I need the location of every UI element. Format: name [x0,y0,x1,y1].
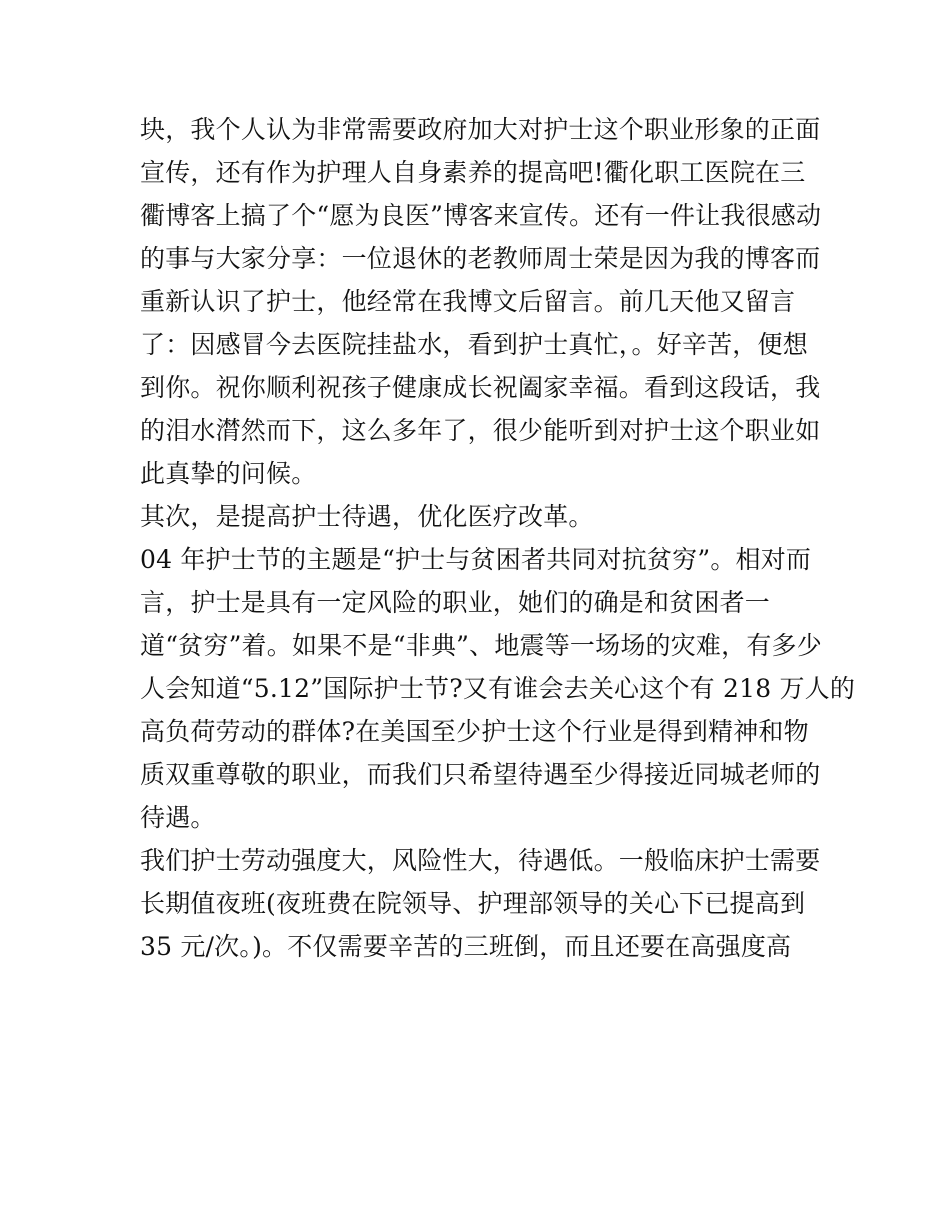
text-line: 重新认识了护士，他经常在我博文后留言。前几天他又留言 [140,287,796,316]
text-line: 我们护士劳动强度大，风险性大，待遇低。一般临床护士需要 [140,846,821,875]
text-line: 衢博客上搞了个“愿为良医”博客来宣传。还有一件让我很感动 [140,201,822,230]
text-line: 到你。祝你顺利祝孩子健康成长祝阖家幸福。看到这段话，我 [140,373,821,402]
text-line: 长期值夜班(夜班费在院领导、护理部领导的关心下已提高到 [140,889,806,918]
document-body [140,108,856,968]
text-line: 言，护士是具有一定风险的职业，她们的确是和贫困者一 [140,588,771,617]
text-line: 宣传，还有作为护理人自身素养的提高吧!衢化职工医院在三 [140,158,806,187]
text-line: 此真挚的问候。 [140,459,317,488]
text-line: 的事与大家分享：一位退休的老教师周士荣是因为我的博客而 [140,244,821,273]
text-line: 04 年护士节的主题是“护士与贫困者共同对抗贫穷”。相对而 [140,545,812,574]
text-line: 其次，是提高护士待遇，优化医疗改革。 [140,502,594,531]
text-line: 35 元/次。)。不仅需要辛苦的三班倒，而且还要在高强度高 [140,932,792,961]
text-line: 的泪水潸然而下，这么多年了，很少能听到对护士这个职业如 [140,416,821,445]
text-line: 人会知道“5.12”国际护士节?又有谁会去关心这个有 218 万人的 [140,674,856,703]
text-line: 高负荷劳动的群体?在美国至少护士这个行业是得到精神和物 [140,717,809,746]
text-line: 块，我个人认为非常需要政府加大对护士这个职业形象的正面 [140,115,821,144]
text-line: 道“贫穷”着。如果不是“非典”、地震等一场场的灾难，有多少 [140,631,822,660]
text-line: 待遇。 [140,803,216,832]
text-line: 质双重尊敬的职业，而我们只希望待遇至少得接近同城老师的 [140,760,821,789]
text-line: 了：因感冒今去医院挂盐水，看到护士真忙，。好辛苦，便想 [140,330,808,359]
